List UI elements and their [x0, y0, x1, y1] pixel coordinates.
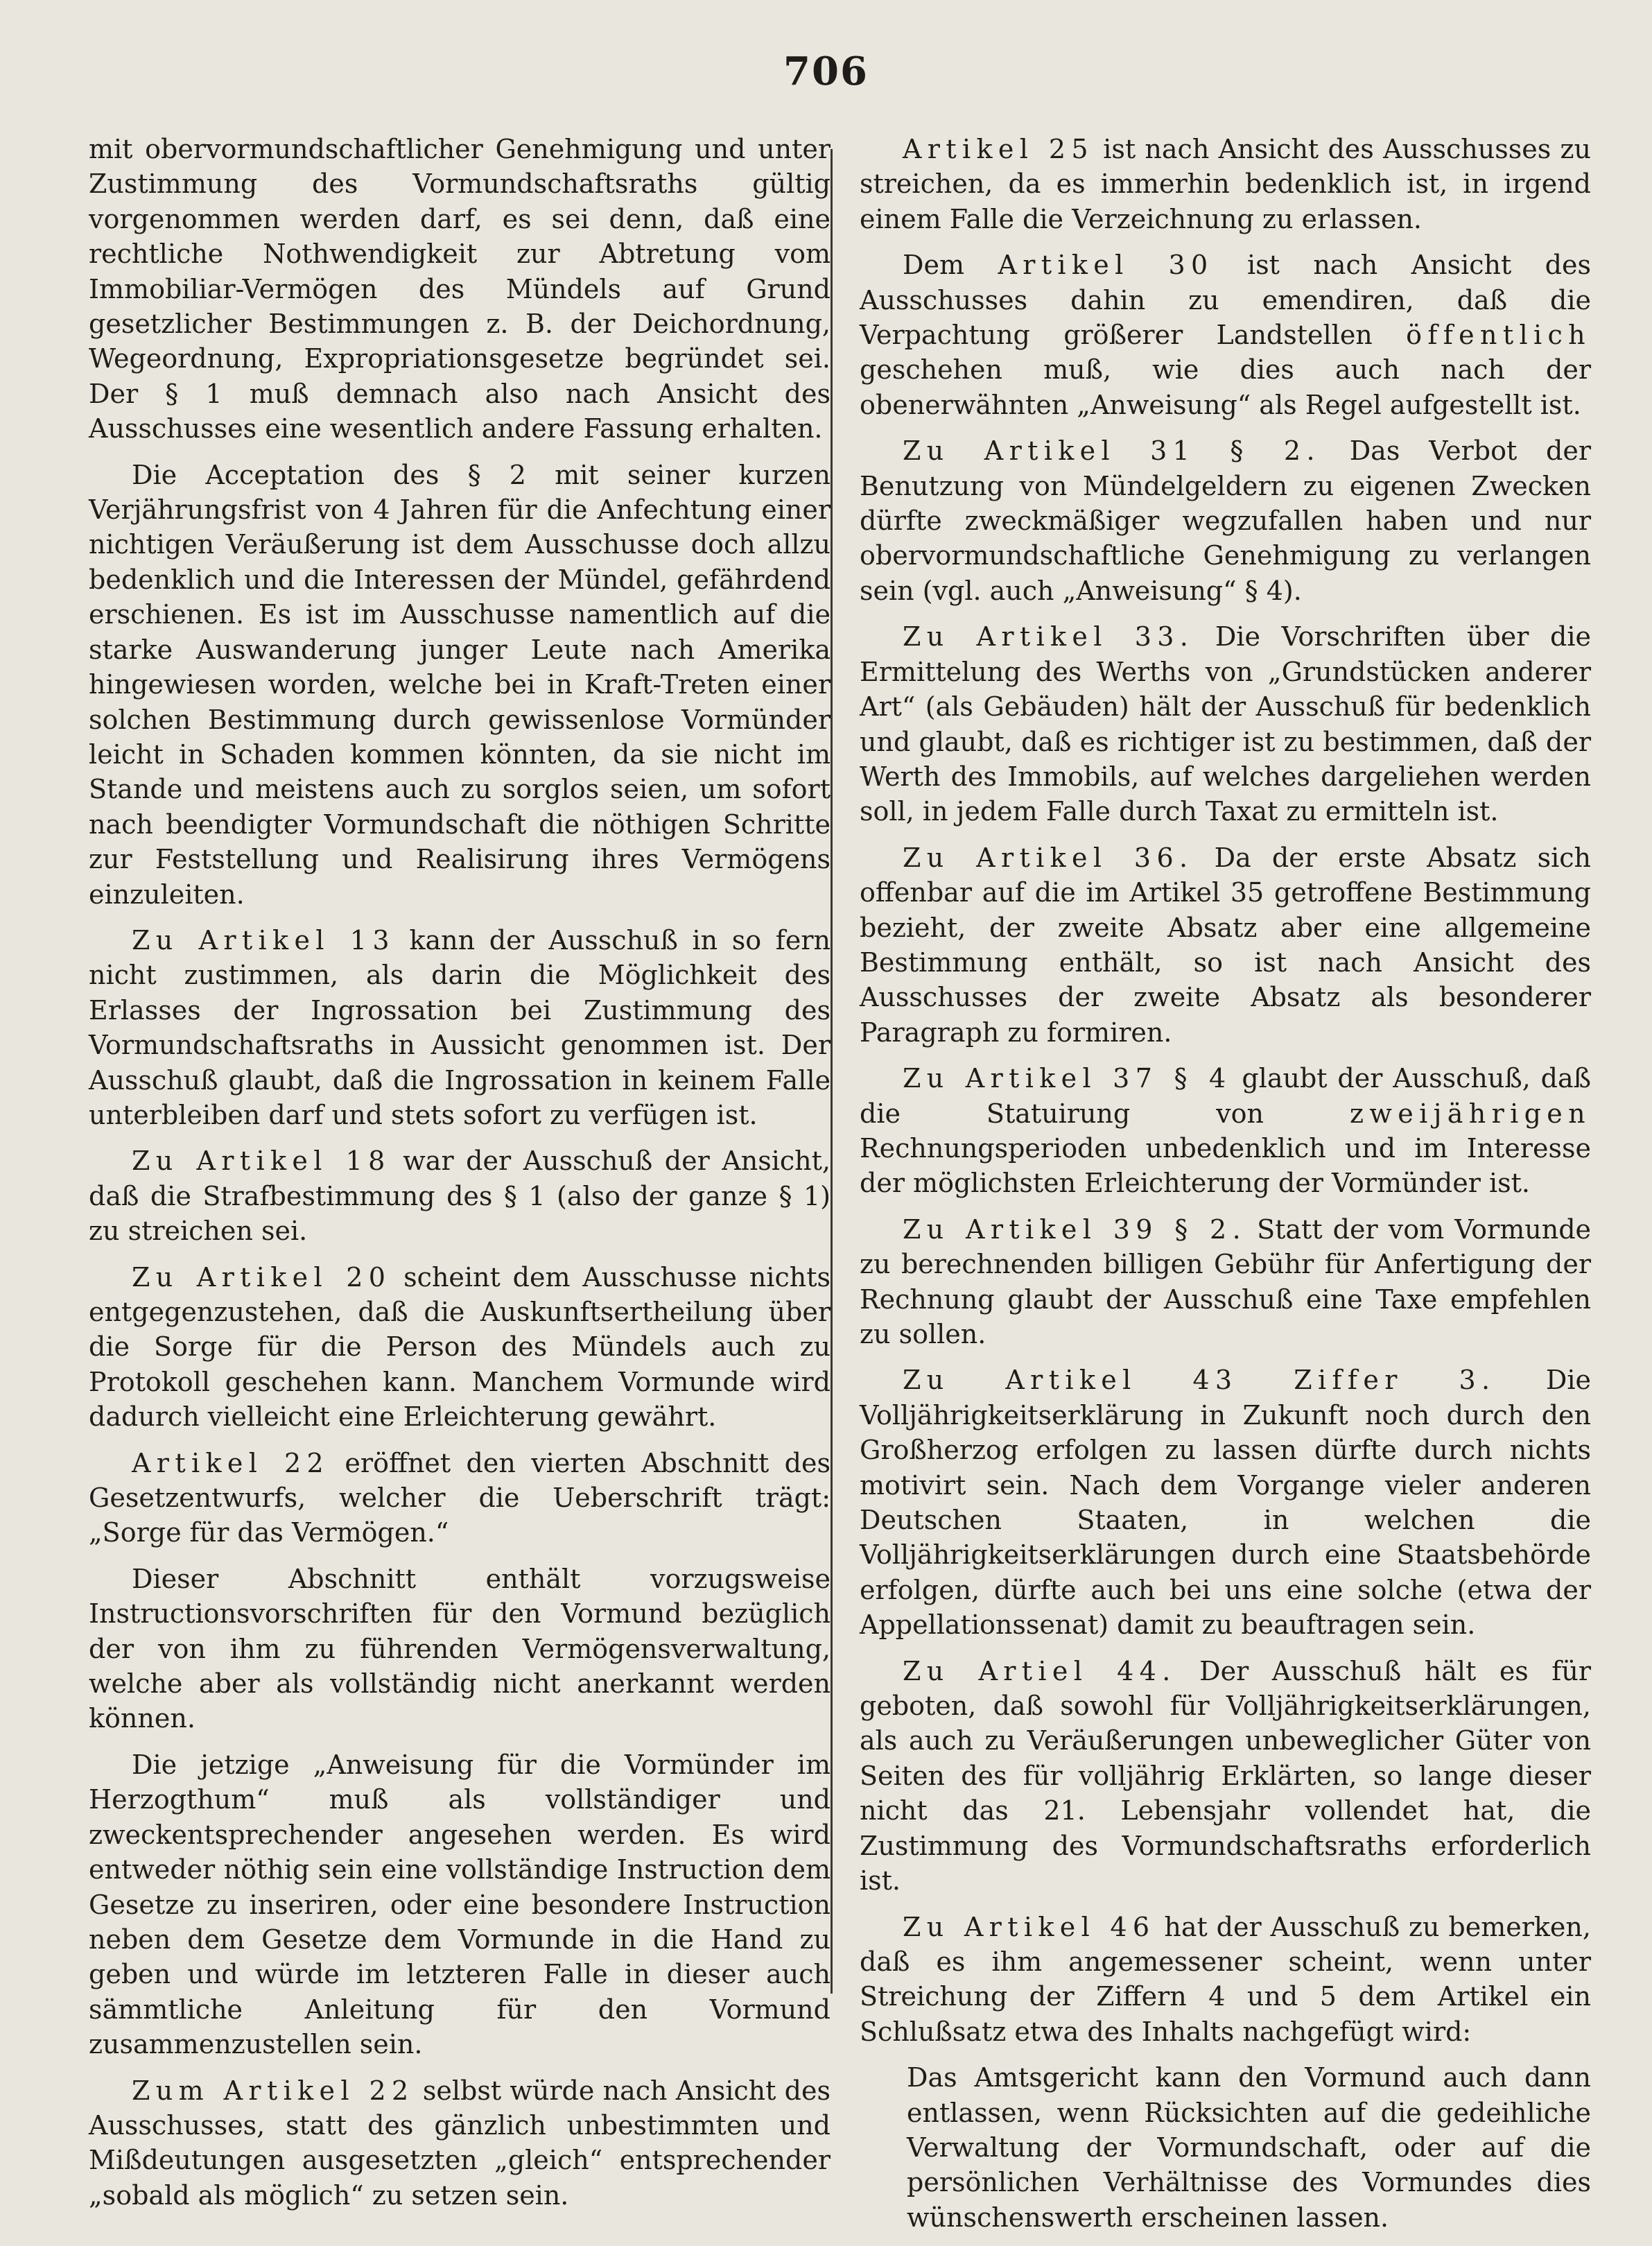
article-reference: Zu Artiel 44.: [903, 1655, 1176, 1686]
paragraph: [860, 1654, 1591, 1899]
article-reference: Artikel 30: [998, 250, 1214, 281]
article-reference: Zu Artikel 31 § 2.: [903, 435, 1321, 467]
article-reference: Artikel 25: [903, 134, 1094, 164]
paragraph-text: Die Vorschriften über die Ermittelung des Werths von „Grundstücken anderer Art“ (als Gebäuden) hält der Ausschuß für bedenklich und glaubt, daß es richtiger ist zu bestimmen, daß der Werth des Immobils, auf welches dargeliehen werden soll, in jedem Falle durch Taxat zu ermitteln ist.: [860, 621, 1591, 827]
paragraph: [89, 1747, 831, 2062]
paragraph: [89, 1562, 831, 1736]
paragraph-text: ist nach Ansicht des Ausschusses dahin zu emendiren, daß die Verpachtung größerer Landstellen: [860, 250, 1591, 351]
article-reference: Zu Artikel 43 Ziffer 3.: [903, 1365, 1496, 1396]
paragraph-text: Die Acceptation des § 2 mit seiner kurzen Verjährungsfrist von 4 Jahren für die Anfechtung einer nichtigen Veräußerung ist dem Ausschusse doch allzu bedenklich und die Interessen der Mündel, gefährdend erschienen. Es ist im Ausschusse namentlich auf die starke Auswanderung junger Leute nach Amerika hingewiesen worden, welche bei in Kraft-Treten einer solchen Bestimmung durch gewissenlose Vormünder leicht in Schaden kommen könnten, da sie nicht im Stande und meistens auch zu sorglos seien, um sofort nach beendigter Vormundschaft die nöthigen Schritte zur Feststellung und Realisirung ihres Vermögens einzuleiten.: [89, 459, 831, 910]
proposed-clause: [907, 2060, 1591, 2235]
paragraph: [860, 1212, 1591, 1352]
paragraph-text: Der Ausschuß hält es für geboten, daß sowohl für Volljährigkeitserklärungen, als auch zu Veräußerungen unbeweglicher Güter von Seiten des für volljährig Erklärten, so lange dieser nicht das 21. Lebensjahr vollendet hat, die Zustimmung des Vormundschaftsraths erforderlich ist.: [860, 1655, 1592, 1897]
emphasis: öffentlich: [1406, 320, 1591, 351]
article-reference: Zu Artikel 20: [132, 1261, 392, 1293]
paragraph-text: glaubt der Ausschuß, daß die Statuirung von: [860, 1063, 1591, 1129]
column-divider: [831, 149, 833, 1994]
paragraph: [89, 458, 831, 912]
paragraph: [860, 433, 1591, 608]
article-reference: Zu Artikel 37 § 4: [903, 1063, 1232, 1094]
emphasis: zweijährigen: [1349, 1098, 1591, 1129]
paragraph-text: Dem: [903, 250, 998, 281]
paragraph: [89, 1143, 831, 1248]
paragraph-text: selbst würde nach Ansicht des Ausschusses, statt des gänzlich unbestimmten und Mißdeutungen ausgesetzten „gleich“ entsprechender „sobald als möglich“ zu setzen sein.: [89, 2075, 831, 2211]
paragraph-text: war der Ausschuß der Ansicht, daß die Strafbestimmung des § 1 (also der ganze § 1) zu streichen sei.: [89, 1146, 831, 1247]
page-number: 706: [783, 49, 869, 94]
paragraph: [860, 1061, 1591, 1201]
paragraph: [860, 132, 1591, 236]
article-reference: Zu Artikel 46: [903, 1911, 1156, 1942]
article-reference: Zu Artikel 33.: [903, 621, 1194, 653]
paragraph: [860, 619, 1591, 829]
paragraph: [89, 1446, 831, 1550]
paragraph-text: Statt der vom Vormunde zu berechnenden billigen Gebühr für Anfertigung der Rechnung glaubt der Ausschuß eine Taxe empfehlen zu sollen.: [860, 1213, 1592, 1349]
paragraph-text: ist nach Ansicht des Ausschusses zu streichen, da es immerhin bedenklich ist, in irgend einem Falle die Verzeichnung zu erlassen.: [860, 134, 1591, 234]
paragraph: [89, 1260, 831, 1435]
paragraph: [860, 1910, 1591, 2050]
paragraph-text: eröffnet den vierten Abschnitt des Gesetzentwurfs, welcher die Ueberschrift trägt: „Sorge für das Vermögen.“: [89, 1447, 831, 1548]
paragraph: [860, 248, 1591, 422]
paragraph: [860, 840, 1591, 1050]
article-reference: Zum Artikel 22: [132, 2075, 415, 2106]
paragraph-text: scheint dem Ausschusse nichts entgegenzustehen, daß die Auskunftsertheilung über die Sorge für die Person des Mündels auch zu Protokoll geschehen kann. Manchem Vormunde wird dadurch vielleicht eine Erleichterung gewährt.: [89, 1261, 831, 1433]
paragraph-text: kann der Ausschuß in so fern nicht zustimmen, als darin die Möglichkeit des Erlasses der Ingrossation bei Zustimmung des Vormundschaftsraths in Aussicht genommen ist. Der Ausschuß glaubt, daß die Ingrossation in keinem Falle unterbleiben darf und stets sofort zu verfügen ist.: [89, 924, 831, 1130]
article-reference: Zu Artikel 36.: [903, 842, 1194, 873]
paragraph-text: Da der erste Absatz sich offenbar auf die im Artikel 35 getroffene Bestimmung bezieht, der zweite Absatz aber eine allgemeine Bestimmung enthält, so ist nach Ansicht des Ausschusses der zweite Absatz als besonderer Paragraph zu formiren.: [860, 842, 1591, 1048]
left-column: [89, 132, 831, 2224]
paragraph-text: Das Verbot der Benutzung von Mündelgeldern zu eigenen Zwecken dürfte zweckmäßiger wegzufallen haben und nur obervormundschaftliche Genehmigung zu verlangen sein (vgl. auch „Anweisung“ § 4).: [860, 435, 1592, 606]
paragraph-text: Dieser Abschnitt enthält vorzugsweise Instructionsvorschriften für den Vormund bezüglich der von ihm zu führenden Vermögensverwaltung, welche aber als vollständig nicht anerkannt werden können.: [89, 1563, 831, 1734]
paragraph: [89, 132, 831, 447]
paragraph-text: mit obervormundschaftlicher Genehmigung und unter Zustimmung des Vormundschaftsraths gültig vorgenommen werden darf, es sei denn, daß eine rechtliche Nothwendigkeit zur Abtretung vom Immobiliar-Vermögen des Mündels auf Grund gesetzlicher Bestimmungen z. B. der Deichordnung, Wegeordnung, Expropriationsgesetze begründet sei. Der § 1 muß demnach also nach Ansicht des Ausschusses eine wesentlich andere Fassung erhalten.: [89, 134, 831, 444]
paragraph-text: Das Amtsgericht kann den Vormund auch dann entlassen, wenn Rücksichten auf die gedeihliche Verwaltung der Vormundschaft, oder auf die persönlichen Verhältnisse des Vormundes dies wünschenswerth erscheinen lassen.: [907, 2062, 1591, 2233]
right-column: [860, 132, 1591, 2246]
paragraph-text: Die jetzige „Anweisung für die Vormünder im Herzogthum“ muß als vollständiger und zweckentsprechender angesehen werden. Es wird entweder nöthig sein eine vollständige Instruction dem Gesetze zu inseriren, oder eine besondere Instruction neben dem Gesetze dem Vormunde in die Hand zu geben und würde im letzteren Falle in dieser auch sämmtliche Anleitung für den Vormund zusammenzustellen sein.: [89, 1749, 831, 2060]
paragraph: [89, 2073, 831, 2213]
article-reference: Zu Artikel 18: [132, 1146, 391, 1177]
paragraph-text: geschehen muß, wie dies auch nach der obenerwähnten „Anweisung“ als Regel aufgestellt ist.: [860, 354, 1591, 420]
article-reference: Zu Artikel 13: [132, 924, 395, 956]
paragraph: [89, 923, 831, 1132]
paragraph-text: Die Volljährigkeitserklärung in Zukunft noch durch den Großherzog erfolgen zu lassen dürfte durch nichts motivirt sein. Nach dem Vorgange vieler anderen Deutschen Staaten, in welchen die Volljährigkeitserklärungen durch eine Staatsbehörde erfolgen, dürfte auch bei uns eine solche (etwa der Appellationssenat) damit zu beauftragen sein.: [860, 1365, 1592, 1641]
paragraph-text: hat der Ausschuß zu bemerken, daß es ihm angemessener scheint, wenn unter Streichung der Ziffern 4 und 5 dem Artikel ein Schlußsatz etwa des Inhalts nachgefügt wird:: [860, 1911, 1591, 2047]
paragraph: [860, 1363, 1591, 1642]
paragraph-text: Rechnungsperioden unbedenklich und im Interesse der möglichsten Erleichterung der Vormünder ist.: [860, 1132, 1591, 1199]
article-reference: Artikel 22: [132, 1447, 330, 1478]
article-reference: Zu Artikel 39 § 2.: [903, 1213, 1247, 1245]
